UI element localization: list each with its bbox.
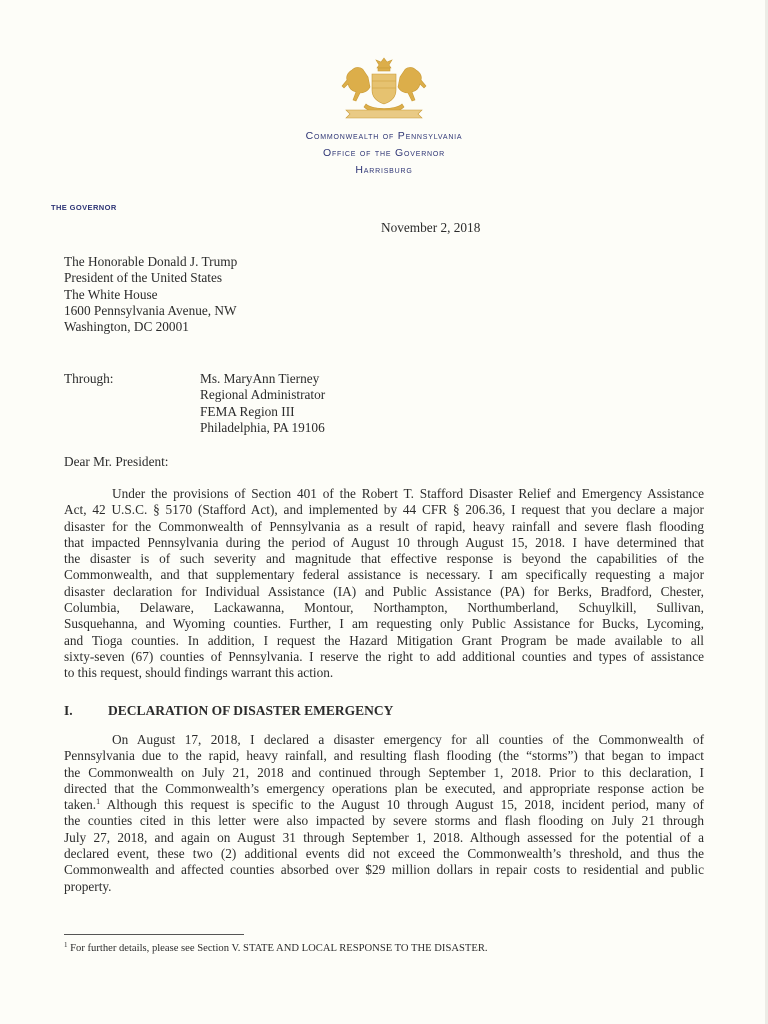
- letterhead-line-1: Commonwealth of Pennsylvania: [305, 130, 463, 142]
- recipient-line: 1600 Pennsylvania Avenue, NW: [64, 302, 237, 318]
- paragraph-line: Pennsylvania due to the rapid, heavy rainfall, and resulting flash flooding (the “storms”) that began to impact: [64, 748, 704, 764]
- recipient-line: The Honorable Donald J. Trump: [64, 254, 238, 269]
- through-line: Ms. MaryAnn Tierney: [200, 371, 320, 386]
- letterhead: [200, 128, 568, 179]
- paragraph-line: Susquehanna, and Wyoming counties. Further, I am requesting only Public Assistance for Bucks, Lycoming,: [64, 616, 704, 632]
- pennsylvania-coat-of-arms-icon: [338, 56, 430, 122]
- recipient-line: Washington, DC 20001: [64, 319, 189, 335]
- paragraph-line: and Tioga counties. In addition, I request the Hazard Mitigation Grant Program be made available to all: [64, 632, 704, 648]
- paragraph-text: Although this request is specific to the August 10 through August 15, 2018, incident period, many of: [106, 797, 704, 813]
- paragraph-intro: [64, 486, 704, 682]
- section-heading: [64, 703, 393, 719]
- paragraph-line: Commonwealth and affected counties absorbed over $29 million dollars in repair costs to residential and public: [64, 862, 704, 878]
- footnote: [64, 943, 488, 954]
- section-title: DECLARATION OF DISASTER EMERGENCY: [108, 703, 394, 718]
- paragraph-text: taken.: [64, 797, 97, 813]
- letterhead-line-3: Harrisburg: [355, 164, 413, 176]
- through-address: [200, 371, 325, 436]
- recipient-line: The White House: [64, 286, 158, 302]
- through-line: Philadelphia, PA 19106: [200, 419, 325, 435]
- paragraph-line: declared event, these two (2) additional events did not exceed the Commonwealth’s threshold, and thus the: [64, 846, 704, 862]
- paragraph-line: disaster for the Commonwealth of Pennsylvania as a result of rapid, heavy rainfall and severe flash flooding: [64, 518, 704, 534]
- through-label: Through:: [64, 371, 114, 386]
- footnote-text: For further details, please see Section V. STATE AND LOCAL RESPONSE TO THE DISASTER.: [70, 943, 488, 954]
- paragraph-line: property.: [64, 878, 112, 894]
- recipient-line: President of the United States: [64, 270, 223, 286]
- paragraph-line: directed that the Commonwealth’s emergency operations plan be executed, and appropriate response action be: [64, 780, 704, 796]
- paragraph-line: On August 17, 2018, I declared a disaster emergency for all counties of the Commonwealth of: [112, 732, 704, 747]
- recipient-address: [64, 254, 237, 335]
- paragraph-line: Act, 42 U.S.C. § 5170 (Stafford Act), and implemented by 44 CFR § 206.36, I request that you declare a major: [64, 502, 704, 518]
- paragraph-line: Commonwealth, and that supplementary federal assistance is necessary. I am specifically requesting a major: [64, 567, 704, 583]
- governor-label: THE GOVERNOR: [51, 203, 117, 212]
- paragraph-line: the disaster is of such severity and magnitude that effective response is beyond the capabilities of the: [64, 551, 704, 567]
- salutation: Dear Mr. President:: [64, 454, 169, 469]
- paragraph-declaration: [64, 732, 704, 895]
- paragraph-line: July 27, 2018, and again on August 31 through September 1, 2018. Although assessed for the potential of a: [64, 829, 704, 845]
- paragraph-line: the counties cited in this letter were also impacted by severe storms and flash flooding on July 21 through: [64, 813, 704, 829]
- footnote-reference[interactable]: 1: [96, 797, 101, 807]
- letter-date: November 2, 2018: [381, 220, 481, 235]
- paragraph-line: to this request, should findings warrant this action.: [64, 665, 334, 681]
- paragraph-line: [64, 797, 704, 813]
- section-number: I.: [64, 703, 73, 718]
- paragraph-line: that impacted Pennsylvania during the period of August 10 through August 15, 2018. I have determined that: [64, 534, 704, 550]
- through-line: Regional Administrator: [200, 387, 326, 403]
- through-line: FEMA Region III: [200, 403, 295, 419]
- footnote-divider: [64, 934, 244, 935]
- letterhead-line-2: Office of the Governor: [322, 147, 446, 159]
- paragraph-line: Columbia, Delaware, Lackawanna, Montour, Northampton, Northumberland, Schuylkill, Sullivan,: [64, 600, 704, 616]
- paragraph-line: Under the provisions of Section 401 of the Robert T. Stafford Disaster Relief and Emergency Assistance: [112, 486, 704, 501]
- paragraph-line: the Commonwealth on July 21, 2018 and continued through September 1, 2018. Prior to this declaration, I: [64, 764, 704, 780]
- paragraph-line: sixty-seven (67) counties of Pennsylvania. I reserve the right to add additional counties and types of assistance: [64, 648, 704, 664]
- footnote-marker: 1: [64, 941, 68, 949]
- paragraph-line: disaster declaration for Individual Assistance (IA) and Public Assistance (PA) for Berks, Bradford, Chester,: [64, 583, 704, 599]
